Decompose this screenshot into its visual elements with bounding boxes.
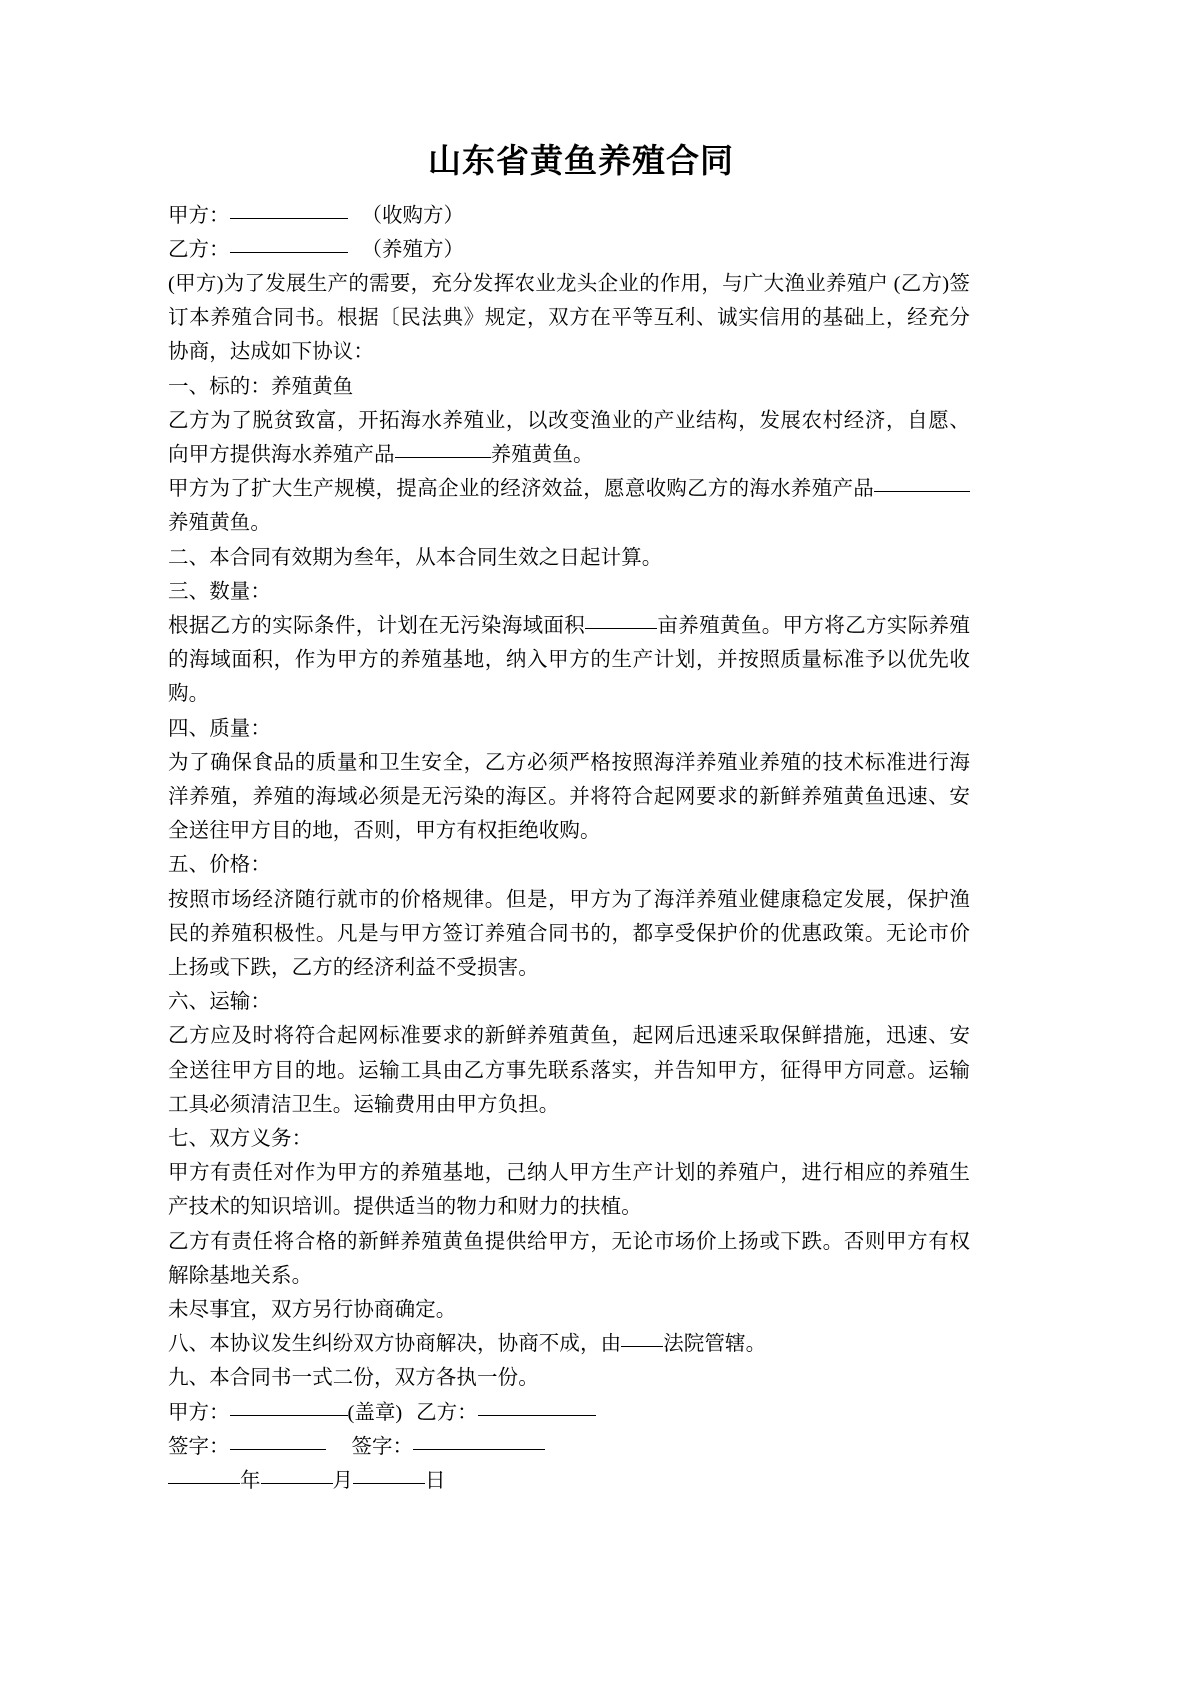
party-a-line bbox=[168, 199, 970, 233]
clause-2-heading: 二、本合同有效期为叁年，从本合同生效之日起计算。 bbox=[168, 546, 663, 569]
clause-3-heading: 三、数量： bbox=[168, 580, 271, 603]
clause-7-paragraph-2: 乙方有责任将合格的新鲜养殖黄鱼提供给甲方，无论市场价上扬或下跌。否则甲方有权解除基地关系。 bbox=[168, 1230, 970, 1287]
sign-blank-b[interactable] bbox=[413, 1449, 545, 1450]
date-month-label: 月 bbox=[332, 1470, 353, 1493]
date-year-blank[interactable] bbox=[168, 1483, 240, 1484]
court-blank[interactable] bbox=[621, 1346, 663, 1347]
clause-1-paragraph-1 bbox=[168, 404, 970, 472]
party-b-line bbox=[168, 233, 970, 267]
date-year-label: 年 bbox=[240, 1470, 261, 1493]
party-a-blank[interactable] bbox=[230, 218, 348, 219]
clause-8-text-b: 法院管辖。 bbox=[663, 1333, 767, 1356]
date-day-label: 日 bbox=[425, 1470, 446, 1493]
clause-1-paragraph-2 bbox=[168, 472, 970, 540]
clause-7-paragraph-3: 未尽事宜，双方另行协商确定。 bbox=[168, 1299, 457, 1322]
clause-6-paragraph-1: 乙方应及时将符合起网标准要求的新鲜养殖黄鱼，起网后迅速采取保鲜措施，迅速、安全送往甲方目的地。运输工具由乙方事先联系落实，并告知甲方，征得甲方同意。运输工具必须清洁卫生。运输费用由甲方负担。 bbox=[168, 1025, 970, 1116]
clause-6-heading: 六、运输： bbox=[168, 991, 271, 1014]
signature-row-date bbox=[168, 1464, 970, 1498]
party-a-note: （收购方） bbox=[361, 204, 464, 227]
signature-row-parties bbox=[168, 1396, 970, 1430]
party-b-note: （养殖方） bbox=[361, 238, 464, 261]
clause-7-paragraph-1: 甲方有责任对作为甲方的养殖基地，己纳人甲方生产计划的养殖户，进行相应的养殖生产技术的知识培训。提供适当的物力和财力的扶植。 bbox=[168, 1162, 970, 1219]
signature-party-b-blank[interactable] bbox=[478, 1415, 596, 1416]
area-blank[interactable] bbox=[585, 628, 657, 629]
date-month-blank[interactable] bbox=[261, 1483, 333, 1484]
party-b-blank[interactable] bbox=[230, 252, 348, 253]
clause-9-heading: 九、本合同书一式二份，双方各执一份。 bbox=[168, 1367, 539, 1390]
clause-4-heading: 四、质量： bbox=[168, 717, 271, 740]
preamble-paragraph: (甲方)为了发展生产的需要，充分发挥农业龙头企业的作用，与广大渔业养殖户 (乙方)签订本养殖合同书。根据〔民法典》规定，双方在平等互利、诚实信用的基础上，经充分协商，达成如下协议： bbox=[168, 272, 970, 364]
clause-1-text-d: 养殖黄鱼。 bbox=[168, 512, 271, 535]
clause-5-heading: 五、价格： bbox=[168, 854, 271, 877]
clause-7-heading: 七、双方义务： bbox=[168, 1128, 313, 1151]
party-b-label: 乙方： bbox=[168, 238, 230, 261]
clause-1-text-c: 甲方为了扩大生产规模，提高企业的经济效益，愿意收购乙方的海水养殖产品 bbox=[168, 478, 874, 501]
clause-8-text-a: 八、本协议发生纠纷双方协商解决，协商不成，由 bbox=[168, 1333, 622, 1356]
sign-label-b: 签字： bbox=[351, 1435, 413, 1458]
signature-row-signatures bbox=[168, 1430, 970, 1464]
clause-3-paragraph-1 bbox=[168, 609, 970, 712]
seal-note: (盖章) bbox=[347, 1401, 403, 1424]
clause-1-heading: 一、标的：养殖黄鱼 bbox=[168, 375, 354, 398]
clause-8-heading bbox=[168, 1327, 970, 1361]
clause-1-text-b: 养殖黄鱼。 bbox=[490, 443, 594, 466]
date-day-blank[interactable] bbox=[353, 1483, 425, 1484]
clause-1-text-a: 乙方为了脱贫致富，开拓海水养殖业，以改变渔业的产业结构，发展农村经济，自愿、向甲方提供海水养殖产品 bbox=[168, 409, 970, 466]
signature-party-a-label: 甲方： bbox=[168, 1401, 230, 1424]
clause-4-paragraph-1: 为了确保食品的质量和卫生安全，乙方必须严格按照海洋养殖业养殖的技术标准进行海洋养殖，养殖的海域必须是无污染的海区。并将符合起网要求的新鲜养殖黄鱼迅速、安全送往甲方目的地，否则，甲方有权拒绝收购。 bbox=[168, 751, 970, 843]
product-blank-2[interactable] bbox=[874, 491, 970, 492]
page-title: 山东省黄鱼养殖合同 bbox=[428, 144, 734, 180]
clause-3-text-b: 亩养殖黄鱼。甲方将乙方实际养殖的海域面积，作为甲方的养殖基地，纳入甲方的生产计划，并按照质量标准予以优先收购。 bbox=[168, 614, 971, 706]
signature-party-b-label: 乙方： bbox=[416, 1401, 478, 1424]
clause-3-text-a: 根据乙方的实际条件，计划在无污染海域面积 bbox=[168, 614, 586, 637]
clause-5-paragraph-1: 按照市场经济随行就市的价格规律。但是，甲方为了海洋养殖业健康稳定发展，保护渔民的养殖积极性。凡是与甲方签订养殖合同书的，都享受保护价的优惠政策。无论市价上扬或下跌，乙方的经济利益不受损害。 bbox=[168, 888, 970, 980]
sign-label-a: 签字： bbox=[168, 1435, 230, 1458]
product-blank-1[interactable] bbox=[395, 457, 491, 458]
signature-party-a-blank[interactable] bbox=[230, 1415, 348, 1416]
document-content bbox=[168, 140, 970, 1498]
party-a-label: 甲方： bbox=[168, 204, 230, 227]
sign-blank-a[interactable] bbox=[230, 1449, 326, 1450]
